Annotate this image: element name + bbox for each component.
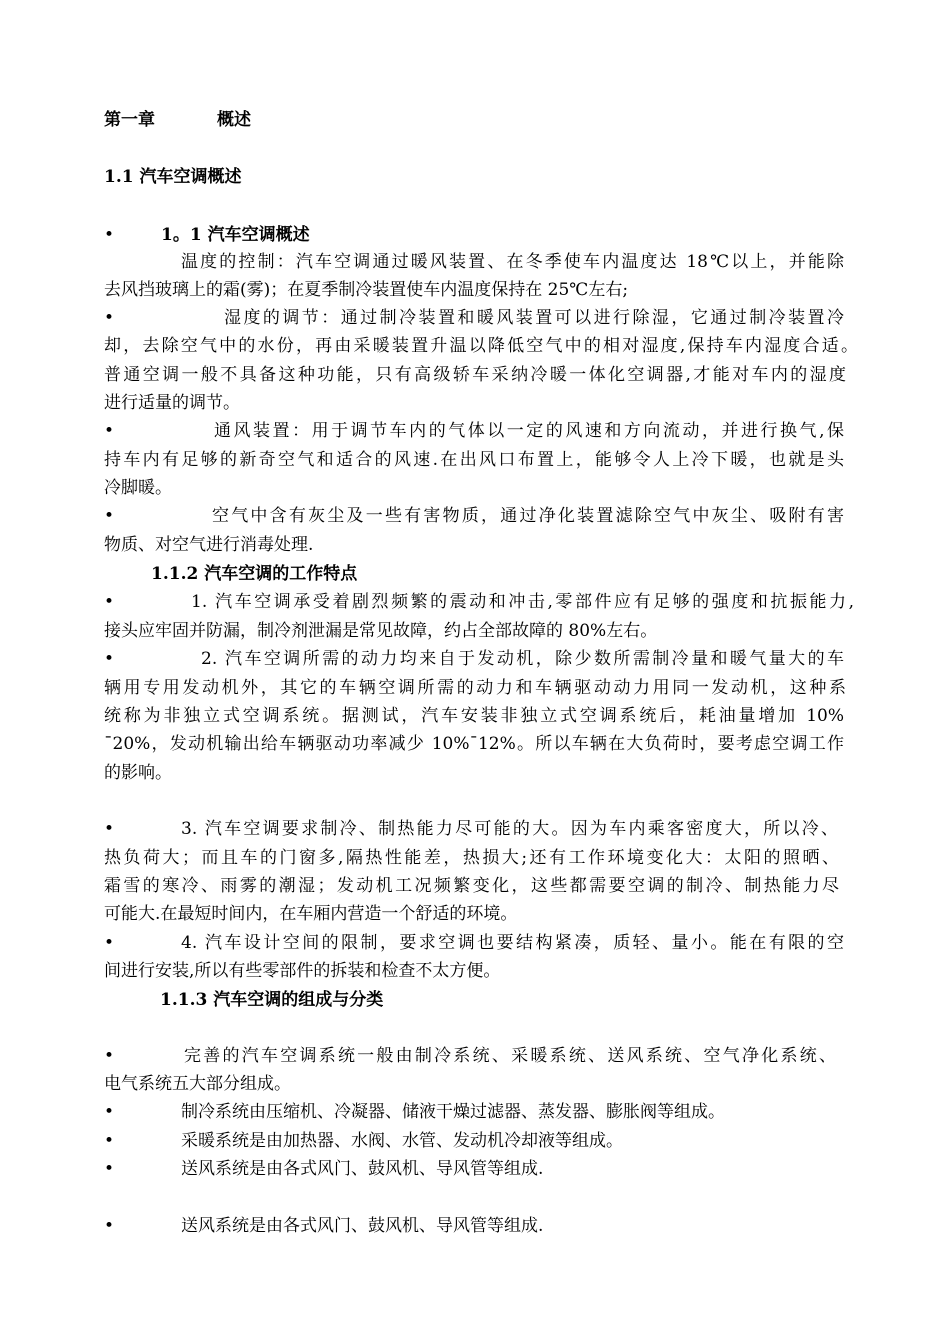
- subsection-heading-1-1-2: 1.1.2 汽车空调的工作特点: [151, 564, 358, 584]
- paragraph-ventilation-line-3: 冷脚暖。: [104, 478, 172, 498]
- paragraph-feature-4-line-1: 4. 汽车设计空间的限制，要求空调也要结构紧凑，质轻、量小。能在有限的空: [181, 933, 844, 953]
- paragraph-feature-2-line-5: 的影响。: [104, 763, 172, 783]
- subsection-heading-1-1: 1。1 汽车空调概述: [161, 225, 310, 245]
- paragraph-humidity-line-2: 却，去除空气中的水份，再由采暖装置升温以降低空气中的相对湿度,保持车内湿度合适。: [104, 336, 858, 356]
- list-item-air-system-repeat: 送风系统是由各式风门、鼓风机、导风管等组成.: [181, 1216, 544, 1236]
- bullet-marker: •: [104, 506, 115, 526]
- bullet-marker: •: [104, 933, 115, 953]
- bullet-marker: •: [104, 225, 115, 245]
- paragraph-temperature-line-1: 温度的控制：汽车空调通过暖风装置、在冬季使车内温度达 18℃以上，并能除: [181, 252, 844, 272]
- list-item-heating-system: 采暖系统是由加热器、水阀、水管、发动机冷却液等组成。: [181, 1131, 623, 1151]
- bullet-marker: •: [104, 649, 115, 669]
- paragraph-humidity-line-4: 进行适量的调节。: [104, 393, 240, 413]
- paragraph-feature-3-line-3: 霜雪的寒冷、雨雾的潮湿；发动机工况频繁变化，这些都需要空调的制冷、制热能力尽: [104, 876, 839, 896]
- bullet-marker: •: [104, 1131, 115, 1151]
- paragraph-ventilation-line-2: 持车内有足够的新奇空气和适合的风速.在出风口布置上，能够令人上冷下暖，也就是头: [104, 450, 844, 470]
- paragraph-composition-line-2: 电气系统五大部分组成。: [104, 1074, 291, 1094]
- bullet-marker: •: [104, 1046, 115, 1066]
- bullet-marker: •: [104, 1159, 115, 1179]
- paragraph-feature-1-line-2: 接头应牢固并防漏，制冷剂泄漏是常见故障，约占全部故障的 80%左右。: [104, 621, 658, 641]
- paragraph-purification-line-1: 空气中含有灰尘及一些有害物质，通过净化装置滤除空气中灰尘、吸附有害: [212, 506, 844, 526]
- bullet-marker: •: [104, 819, 115, 839]
- bullet-marker: •: [104, 592, 115, 612]
- paragraph-humidity-line-3: 普通空调一般不具备这种功能，只有高级轿车采纳冷暖一体化空调器,才能对车内的湿度: [104, 365, 846, 385]
- paragraph-temperature-line-2: 去风挡玻璃上的霜(雾)；在夏季制冷装置使车内温度保持在 25℃左右;: [104, 280, 629, 300]
- chapter-heading: [104, 109, 251, 131]
- paragraph-feature-4-line-2: 间进行安装,所以有些零部件的拆装和检查不太方便。: [104, 961, 501, 981]
- paragraph-feature-2-line-4: ¯20%，发动机输出给车辆驱动功率减少 10%¯12%。所以车辆在大负荷时，要考虑空调工作: [104, 734, 844, 754]
- paragraph-feature-3-line-1: 3. 汽车空调要求制冷、制热能力尽可能的大。因为车内乘客密度大，所以冷、: [181, 819, 838, 839]
- bullet-marker: •: [104, 308, 115, 328]
- paragraph-feature-2-line-1: 2. 汽车空调所需的动力均来自于发动机，除少数所需制冷量和暖气量大的车: [201, 649, 844, 669]
- paragraph-purification-line-2: 物质、对空气进行消毒处理.: [104, 535, 314, 555]
- subsection-heading-1-1-3: 1.1.3 汽车空调的组成与分类: [160, 990, 384, 1010]
- paragraph-feature-2-line-3: 统称为非独立式空调系统。据测试，汽车安装非独立式空调系统后，耗油量增加 10%: [104, 706, 844, 726]
- paragraph-humidity-line-1: 湿度的调节：通过制冷装置和暖风装置可以进行除湿，它通过制冷装置冷: [224, 308, 844, 328]
- chapter-number: 第一章: [104, 110, 155, 130]
- paragraph-feature-3-line-2: 热负荷大；而且车的门窗多,隔热性能差，热损大;还有工作环境变化大：太阳的照晒、: [104, 848, 839, 868]
- list-item-air-system: 送风系统是由各式风门、鼓风机、导风管等组成.: [181, 1159, 544, 1179]
- paragraph-composition-line-1: 完善的汽车空调系统一般由制冷系统、采暖系统、送风系统、空气净化系统、: [184, 1046, 836, 1066]
- bullet-marker: •: [104, 421, 115, 441]
- bullet-marker: •: [104, 1216, 115, 1236]
- section-heading-1-1: 1.1 汽车空调概述: [104, 167, 242, 187]
- paragraph-feature-3-line-4: 可能大.在最短时间内，在车厢内营造一个舒适的环境。: [104, 904, 518, 924]
- paragraph-feature-1-line-1: 1. 汽车空调承受着剧烈频繁的震动和冲击,零部件应有足够的强度和抗振能力,: [191, 592, 854, 612]
- list-item-cooling-system: 制冷系统由压缩机、冷凝器、储液干燥过滤器、蒸发器、膨胀阀等组成。: [181, 1102, 725, 1122]
- paragraph-ventilation-line-1: 通风装置：用于调节车内的气体以一定的风速和方向流动，并进行换气,保: [214, 421, 844, 441]
- paragraph-feature-2-line-2: 辆用专用发动机外，其它的车辆空调所需的动力和车辆驱动动力用同一发动机，这种系: [104, 678, 846, 698]
- bullet-marker: •: [104, 1102, 115, 1122]
- chapter-title: 概述: [217, 110, 251, 130]
